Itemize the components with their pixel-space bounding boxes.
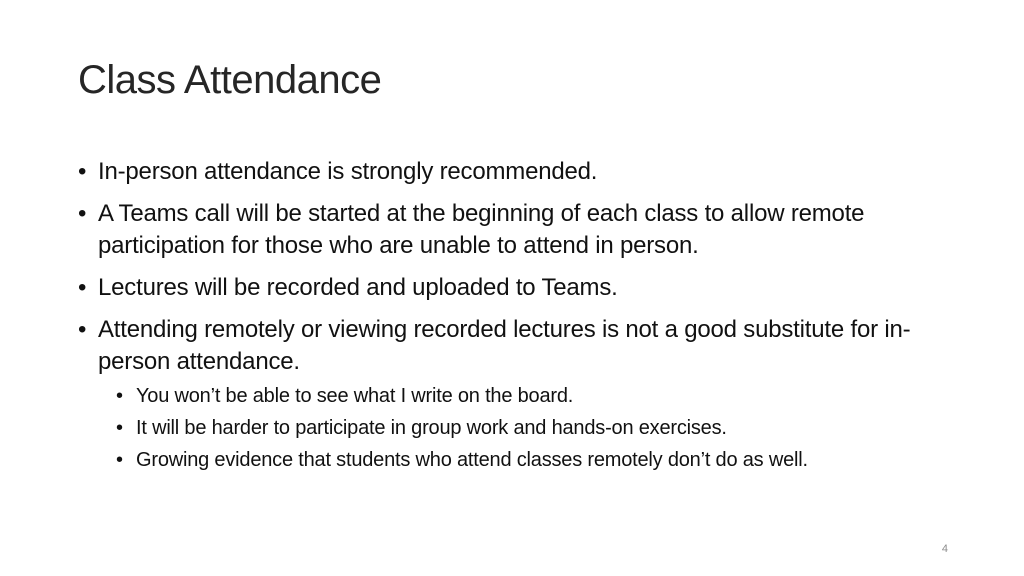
sub-bullet-item: • Growing evidence that students who attend classes remotely don’t do as well. [78, 444, 958, 476]
slide-title: Class Attendance [78, 58, 382, 102]
sub-bullet-item: • You won’t be able to see what I write on the board. [78, 380, 958, 412]
slide-content [78, 156, 958, 476]
bullet-item: • Lectures will be recorded and uploaded to Teams. [78, 272, 958, 304]
bullet-item: • In-person attendance is strongly recommended. [78, 156, 958, 188]
bullet-item: • Attending remotely or viewing recorded lectures is not a good substitute for in-person attendance. [78, 314, 958, 378]
sub-bullet-list [78, 380, 958, 476]
bullet-item: • A Teams call will be started at the beginning of each class to allow remote participation for those who are unable to attend in person. [78, 198, 958, 262]
page-number: 4 [941, 543, 948, 555]
sub-bullet-item: • It will be harder to participate in group work and hands-on exercises. [78, 412, 958, 444]
